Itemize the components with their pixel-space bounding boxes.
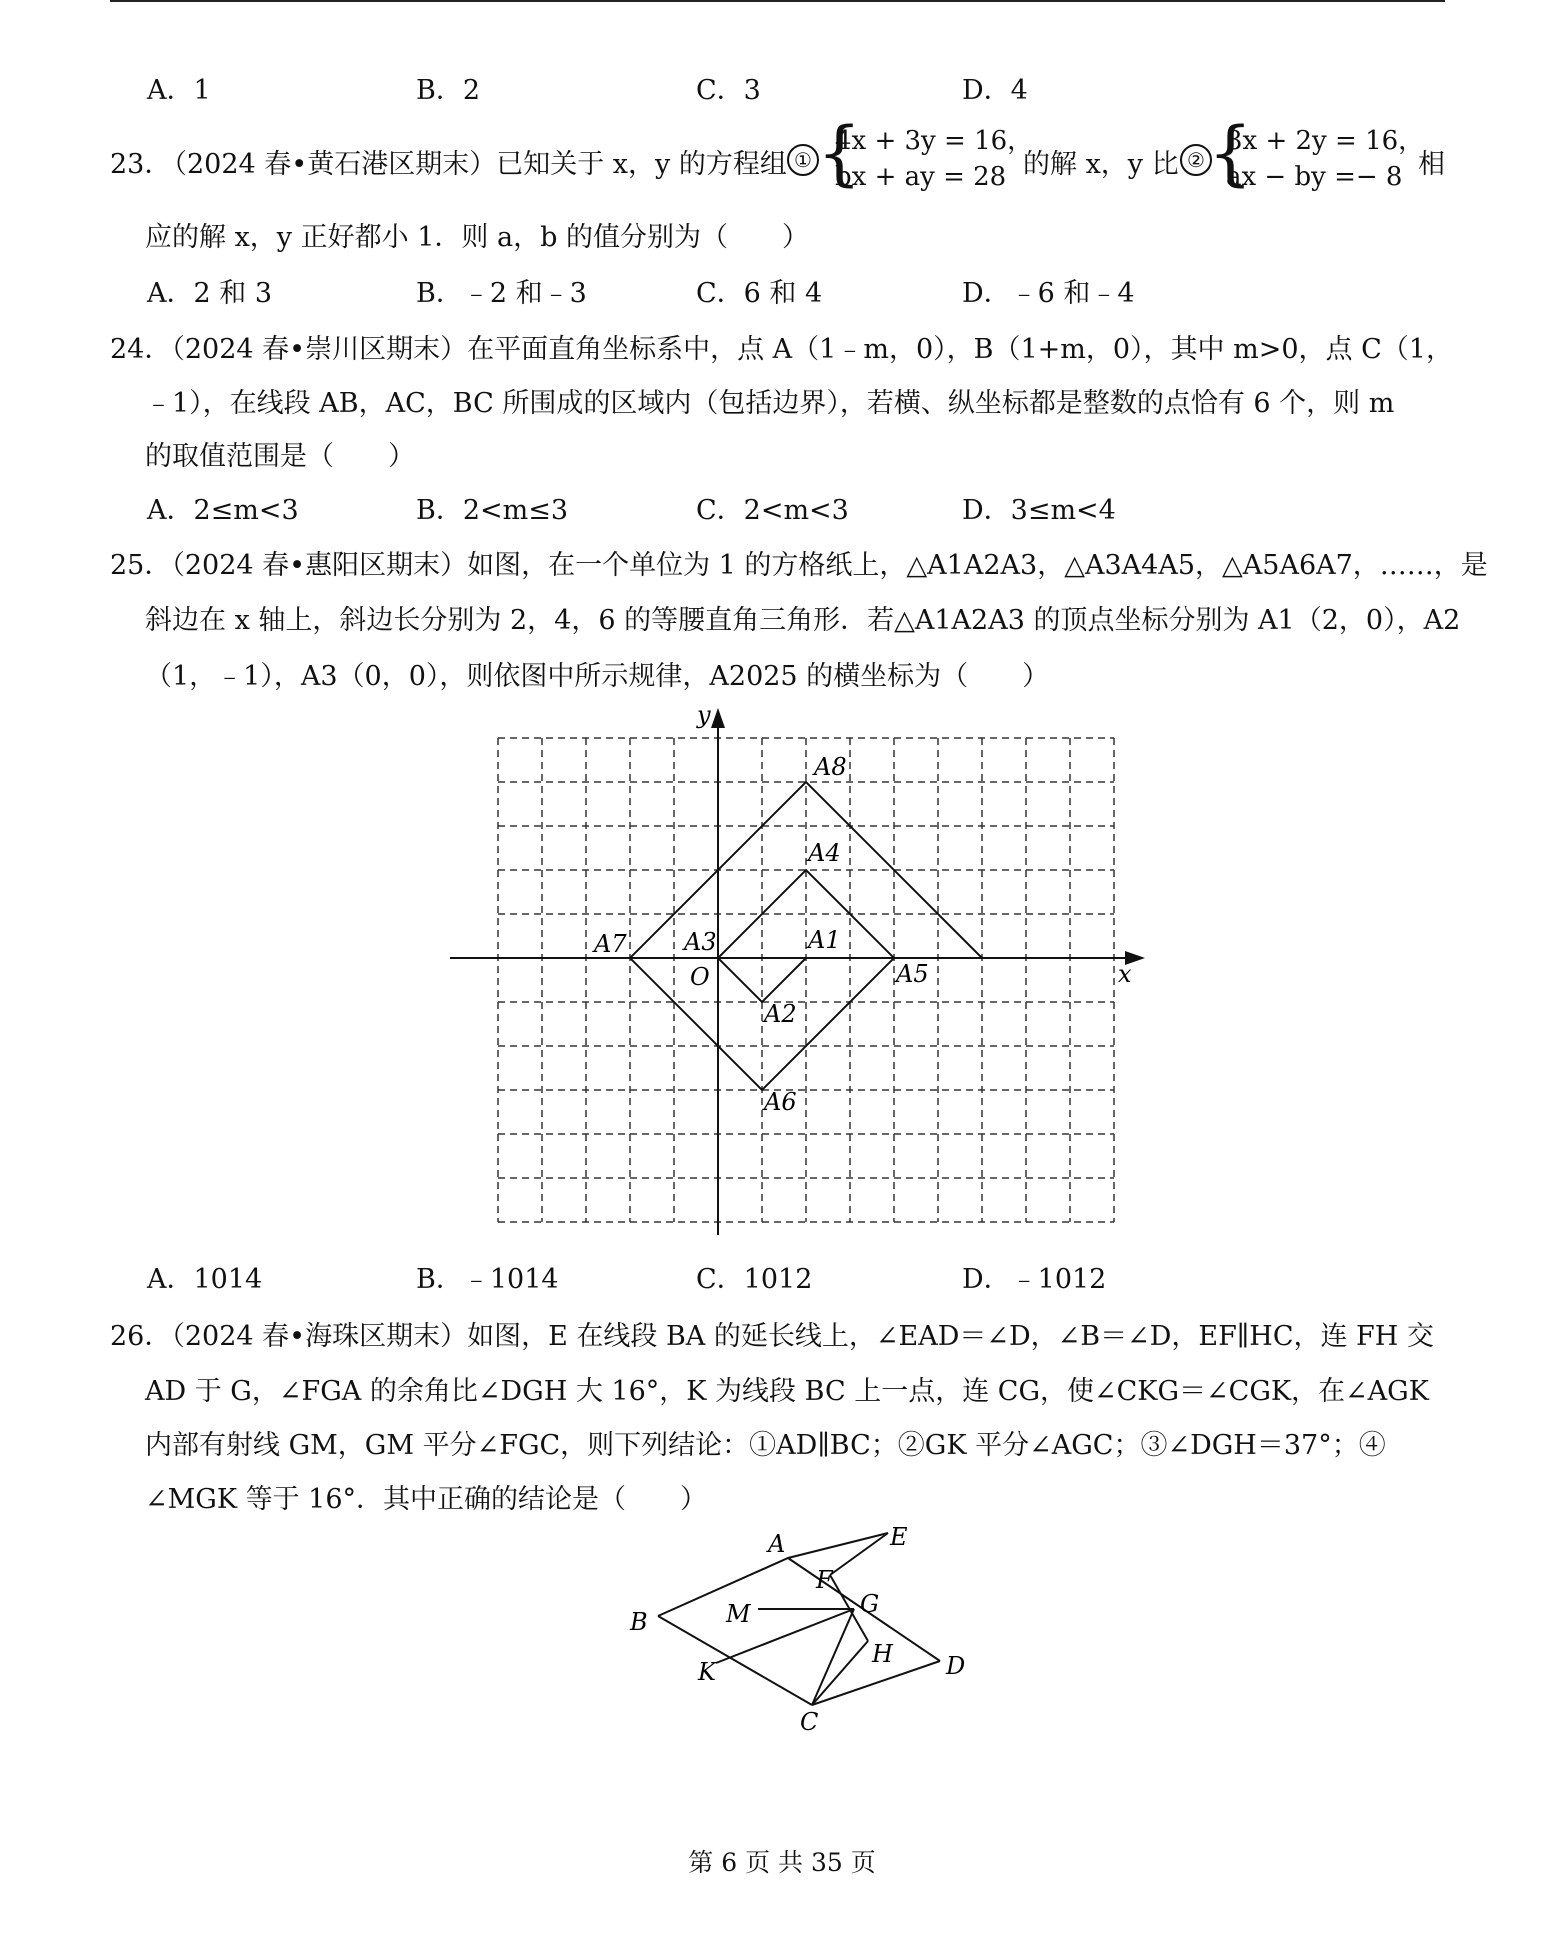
q23-brace-2: { — [1208, 112, 1253, 194]
q23-brace-1: { — [817, 112, 862, 194]
label-a5: A5 — [896, 960, 929, 988]
q23-system-1-eq2: bx + ay = 28 — [835, 162, 1007, 192]
label-a6: A6 — [764, 1088, 797, 1116]
x-axis-label: x — [1118, 960, 1132, 988]
label-a: A — [768, 1530, 786, 1558]
q23-system-1-eq1: 4x + 3y = 16， — [835, 126, 1034, 156]
q24-option-d: D．3≤m<4 — [962, 495, 1116, 526]
label-k: K — [698, 1658, 716, 1686]
q26-line-1: 26．（2024 春•海珠区期末）如图，E 在线段 BA 的延长线上，∠EAD＝∠D，∠B＝∠D，EF∥HC，连 FH 交 — [110, 1321, 1434, 1352]
label-e: E — [890, 1523, 908, 1551]
origin-label: O — [690, 963, 710, 991]
q23-tail: 相 — [1418, 149, 1445, 180]
q22-option-c: C．3 — [696, 75, 761, 106]
line-b-c — [658, 1616, 812, 1705]
label-a1: A1 — [808, 926, 841, 954]
q23-system-1 — [835, 123, 1033, 195]
q26-figure — [620, 1520, 990, 1740]
q24-option-c: C．2<m<3 — [696, 495, 849, 526]
q25-option-d: D．﹣1012 — [962, 1264, 1107, 1295]
q25-figure-grid — [440, 700, 1160, 1240]
q24-option-a: A．2≤m<3 — [147, 495, 299, 526]
q23-option-d: D．﹣6 和﹣4 — [962, 278, 1135, 309]
q23-mark-2: ② — [1180, 144, 1212, 176]
label-a4: A4 — [808, 839, 841, 867]
q26-line-2: AD 于 G，∠FGA 的余角比∠DGH 大 16°，K 为线段 BC 上一点，连 CG，使∠CKG＝∠CGK，在∠AGK — [145, 1376, 1429, 1407]
page-footer: 第 6 页 共 35 页 — [688, 1848, 876, 1877]
q23-option-a: A．2 和 3 — [147, 278, 273, 309]
label-a7: A7 — [594, 930, 627, 958]
q23-option-b: B．﹣2 和﹣3 — [416, 278, 587, 309]
q26-line-4: ∠MGK 等于 16°．其中正确的结论是（ ） — [145, 1484, 708, 1515]
label-m: M — [726, 1600, 751, 1628]
q23-option-c: C．6 和 4 — [696, 278, 823, 309]
label-b: B — [630, 1608, 648, 1636]
q24-line-3: 的取值范围是（ ） — [145, 441, 415, 472]
label-f: F — [816, 1566, 833, 1594]
q24-line-2: ﹣1），在线段 AB，AC，BC 所围成的区域内（包括边界），若横、纵坐标都是整数的点恰有 6 个，则 m — [145, 388, 1395, 419]
label-c: C — [800, 1708, 819, 1736]
q25-option-b: B．﹣1014 — [416, 1264, 559, 1295]
y-axis-arrow-icon — [711, 708, 725, 728]
q22-option-d: D．4 — [962, 75, 1028, 106]
q23-system-2-eq1: 3x + 2y = 16， — [1226, 126, 1425, 156]
label-a8: A8 — [814, 753, 847, 781]
q22-option-a: A．1 — [147, 75, 211, 106]
q23-mid: 的解 x，y 比 — [1023, 149, 1179, 180]
q23-number: 23． — [110, 149, 172, 180]
q25-option-a: A．1014 — [147, 1264, 263, 1295]
label-h: H — [872, 1640, 893, 1668]
q23-system-2 — [1226, 123, 1424, 195]
q25-option-c: C．1012 — [696, 1264, 813, 1295]
q26-line-3: 内部有射线 GM，GM 平分∠FGC，则下列结论：①AD∥BC；②GK 平分∠AGC；③∠DGH＝37°；④ — [145, 1430, 1386, 1461]
q25-line-3: （1，﹣1），A3（0，0），则依图中所示规律，A2025 的横坐标为（ ） — [145, 661, 1050, 692]
q24-line-1: 24．（2024 春•崇川区期末）在平面直角坐标系中，点 A（1﹣m，0），B（1+m，0），其中 m>0，点 C（1， — [110, 334, 1453, 365]
q25-line-2: 斜边在 x 轴上，斜边长分别为 2，4，6 的等腰直角三角形．若△A1A2A3 的顶点坐标分别为 A1（2，0），A2 — [145, 605, 1461, 636]
y-axis-label: y — [697, 701, 711, 729]
q23-lead: （2024 春•黄石港区期末）已知关于 x，y 的方程组 — [160, 149, 787, 180]
q23-mark-1: ① — [787, 144, 819, 176]
q24-option-b: B．2<m≤3 — [416, 495, 569, 526]
label-a2: A2 — [764, 1000, 797, 1028]
label-a3: A3 — [684, 928, 717, 956]
q23-line-2: 应的解 x，y 正好都小 1．则 a，b 的值分别为（ ） — [145, 222, 809, 253]
label-g: G — [860, 1590, 880, 1618]
q23-system-2-eq2: ax − by =− 8 — [1226, 162, 1403, 192]
label-d: D — [946, 1652, 966, 1680]
top-rule — [110, 0, 1445, 2]
q22-option-b: B．2 — [416, 75, 481, 106]
q25-line-1: 25．（2024 春•惠阳区期末）如图，在一个单位为 1 的方格纸上，△A1A2A3，△A3A4A5，△A5A6A7，……，是 — [110, 550, 1488, 581]
